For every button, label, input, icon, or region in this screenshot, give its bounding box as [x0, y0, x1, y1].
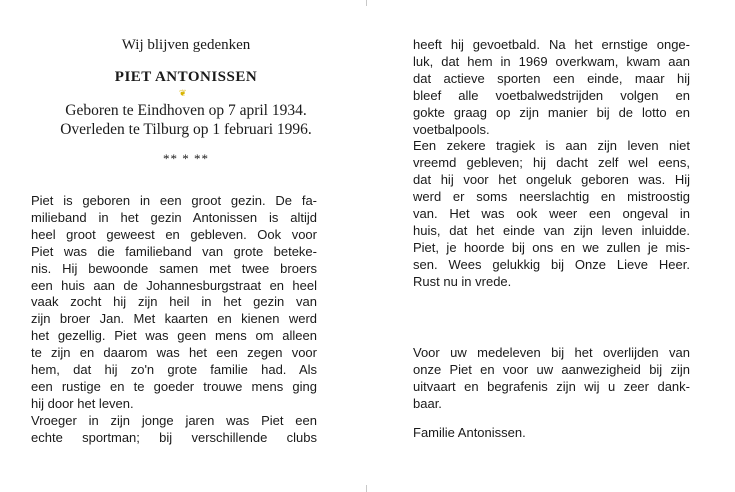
death-line: Overleden te Tilburg op 1 februari 1996.: [60, 121, 312, 138]
biography-left: [31, 193, 317, 447]
text-line: zijn broer Jan. Met kaarten en kienen werd: [31, 311, 317, 327]
biography-right: [413, 37, 690, 291]
text-line: Piet, je hoorde bij ons en we zullen je mis-: [413, 239, 690, 255]
text-line: sen. Wees gelukkig bij Onze Lieve Heer.: [413, 256, 690, 272]
text-line: dat hij voor het ongeluk geboren was. Hij: [413, 172, 690, 188]
text-line: vreemd gebleven; hij dacht zelf wel eens,: [413, 155, 690, 171]
text-line: werd er soms neerslachtig en mistroostig: [413, 189, 690, 205]
deceased-name: PIET ANTONISSEN: [114, 69, 258, 85]
text-line: heel groot geweest en gebleven. Ook voor: [31, 226, 317, 242]
text-line: vaak zocht hij zijn heil in het gezin van: [31, 294, 317, 310]
text-line: het gezellig. Piet was geen mens om alleen: [31, 328, 317, 344]
text-line: Piet was die familieband van grote beteke-: [31, 243, 317, 259]
text-line: te zijn en daarom was het een zegen voor: [31, 345, 317, 361]
text-line: Piet is geboren in een groot gezin. De fa-: [31, 193, 317, 208]
text-line: dat actieve sporten een einde, maar hij: [413, 70, 690, 86]
text-line: echte sportman; bij verschillende clubs: [31, 429, 317, 445]
text-line: van. Het was ook weer een ongeval in: [413, 206, 690, 222]
thank-you-note: [413, 345, 690, 413]
text-line: voetbalpools.: [413, 121, 490, 137]
separator-stars: ** * **: [163, 151, 209, 166]
left-page: [0, 0, 367, 492]
intro-text: Wij blijven gedenken: [121, 37, 251, 53]
text-line: hij door het leven.: [31, 395, 134, 411]
text-line: onze Piet en voor uw aanwezigheid bij zijn: [413, 361, 690, 377]
ornament-icon: ❦: [179, 88, 187, 98]
birth-line: Geboren te Eindhoven op 7 april 1934.: [65, 102, 307, 119]
text-line: milieband in het gezin Antonissen is altijd: [31, 209, 317, 225]
text-line: uitvaart en begrafenis zijn wij u zeer dank-: [413, 378, 690, 394]
text-line: Een zekere tragiek is aan zijn leven niet: [413, 138, 690, 154]
text-line: baar.: [413, 395, 442, 411]
text-line: hem, dat hij zo'n grote familie had. Als: [31, 362, 317, 378]
text-line: huis, dat het einde van zijn leven inluidde.: [413, 222, 690, 238]
text-line: nis. Hij bewoonde samen met twee broers: [31, 260, 317, 276]
text-line: Voor uw medeleven bij het overlijden van: [413, 345, 690, 360]
text-line: gokte graag op zijn manier bij de lotto en: [413, 104, 690, 120]
text-line: Rust nu in vrede.: [413, 273, 512, 289]
text-line: een rustige en te goeder trouwe mens ging: [31, 378, 317, 394]
text-line: een huis aan de Johannesburgstraat en heel: [31, 277, 317, 293]
text-line: Vroeger in zijn jonge jaren was Piet een: [31, 412, 317, 428]
family-signature: Familie Antonissen.: [413, 425, 526, 440]
text-line: luk, dat hem in 1969 overkwam, kwam aan: [413, 53, 690, 69]
life-dates: [30, 101, 342, 139]
text-line: bleef alle voetbalwedstrijden volgen en: [413, 87, 690, 103]
text-line: heeft hij gevoetbald. Na het ernstige onge-: [413, 37, 690, 52]
right-page: [367, 0, 735, 492]
